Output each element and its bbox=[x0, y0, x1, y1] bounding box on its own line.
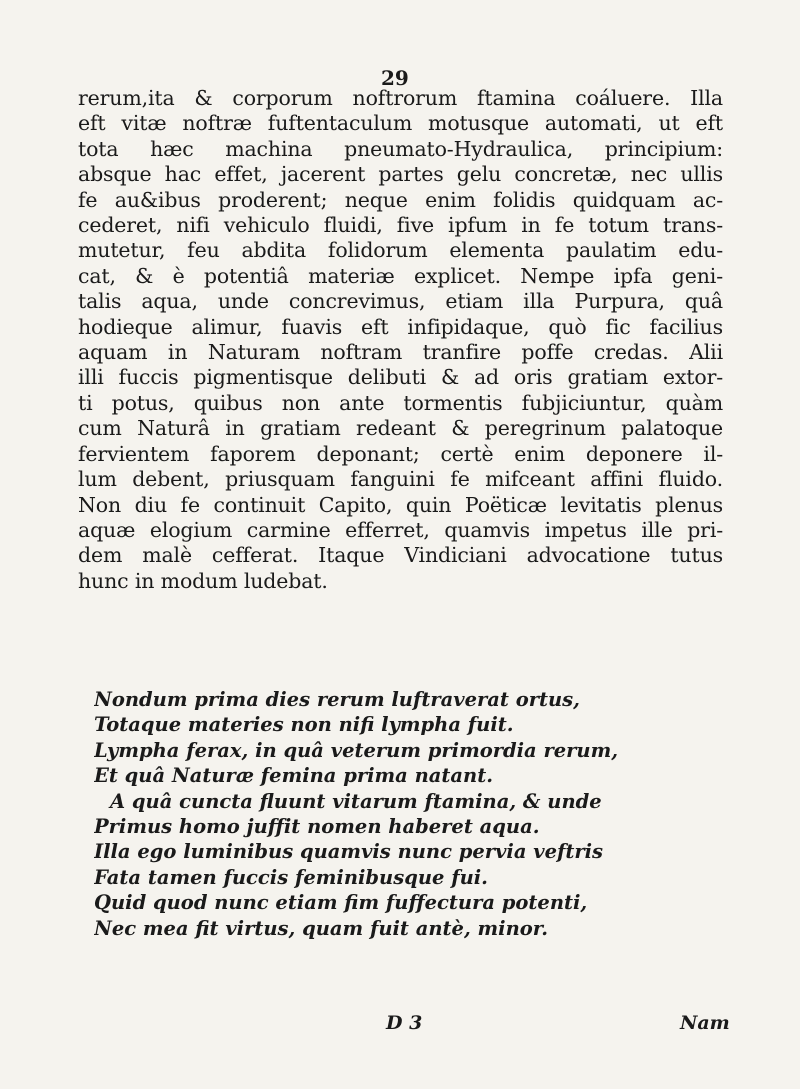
prose-line: eft vitæ noftræ fuftentaculum motusque automati, ut eft bbox=[78, 111, 723, 136]
prose-line: aquæ elogium carmine efferret, quamvis impetus ille pri- bbox=[78, 517, 723, 542]
poem-line: Quid quod nunc etiam fim fuffectura potenti, bbox=[94, 891, 588, 915]
prose-line: fervientem faporem deponant; certè enim deponere il- bbox=[78, 441, 723, 466]
prose-line: cederet, nifi vehiculo fluidi, five ipfum in fe totum trans- bbox=[78, 213, 723, 238]
poem bbox=[94, 687, 724, 941]
prose-line: aquam in Naturam noftram tranfire poffe credas. Alii bbox=[78, 340, 723, 365]
prose-line: fe au&ibus proderent; neque enim folidis quidquam ac- bbox=[78, 187, 723, 212]
prose-line: absque hac effet, jacerent partes gelu concretæ, nec ullis bbox=[78, 162, 723, 187]
prose-line: hunc in modum ludebat. bbox=[78, 568, 328, 593]
poem-line: Lympha ferax, in quâ veterum primordia rerum, bbox=[94, 738, 619, 762]
prose-line: rerum,ita & corporum noftrorum ftamina coáluere. Illa bbox=[78, 86, 723, 110]
poem-line: Nec mea fit virtus, quam fuit antè, minor. bbox=[94, 916, 549, 940]
signature-mark: D 3 bbox=[386, 1012, 423, 1034]
poem-line: Nondum prima dies rerum luftraverat ortus, bbox=[94, 688, 580, 711]
poem-line: Totaque materies non nifi lympha fuit. bbox=[94, 713, 514, 737]
prose-line: lum debent, priusquam fanguini fe mifceant affini fluido. bbox=[78, 467, 723, 492]
prose-line: illi fuccis pigmentisque delibuti & ad oris gratiam extor- bbox=[78, 365, 723, 390]
prose-line: mutetur, feu abdita folidorum elementa paulatim edu- bbox=[78, 238, 723, 263]
poem-line: Primus homo juffit nomen haberet aqua. bbox=[94, 815, 540, 839]
prose-line: hodieque alimur, fuavis eft infipidaque, quò fic facilius bbox=[78, 314, 723, 339]
poem-line: Et quâ Naturæ femina prima natant. bbox=[94, 764, 494, 788]
prose-line: ti potus, quibus non ante tormentis fubjiciuntur, quàm bbox=[78, 390, 723, 415]
prose-line: Non diu fe continuit Capito, quin Poëticæ levitatis plenus bbox=[78, 492, 723, 517]
prose-line: talis aqua, unde concrevimus, etiam illa Purpura, quâ bbox=[78, 289, 723, 314]
prose-line: dem malè cefferat. Itaque Vindiciani advocatione tutus bbox=[78, 543, 723, 568]
prose-line: cum Naturâ in gratiam redeant & peregrinum palatoque bbox=[78, 416, 723, 441]
prose-line: tota hæc machina pneumato-Hydraulica, principium: bbox=[78, 136, 723, 161]
prose-line: cat, & è potentiâ materiæ explicet. Nempe ipfa geni- bbox=[78, 263, 723, 288]
poem-line: Fata tamen fuccis feminibusque fui. bbox=[94, 865, 488, 889]
page-footer bbox=[0, 1012, 800, 1038]
page-number: 29 bbox=[381, 66, 409, 90]
prose-paragraph bbox=[78, 86, 723, 594]
poem-line: Illa ego luminibus quamvis nunc pervia veftris bbox=[94, 840, 604, 864]
poem-line: A quâ cuncta fluunt vitarum ftamina, & unde bbox=[110, 789, 602, 813]
catchword: Nam bbox=[680, 1012, 730, 1034]
